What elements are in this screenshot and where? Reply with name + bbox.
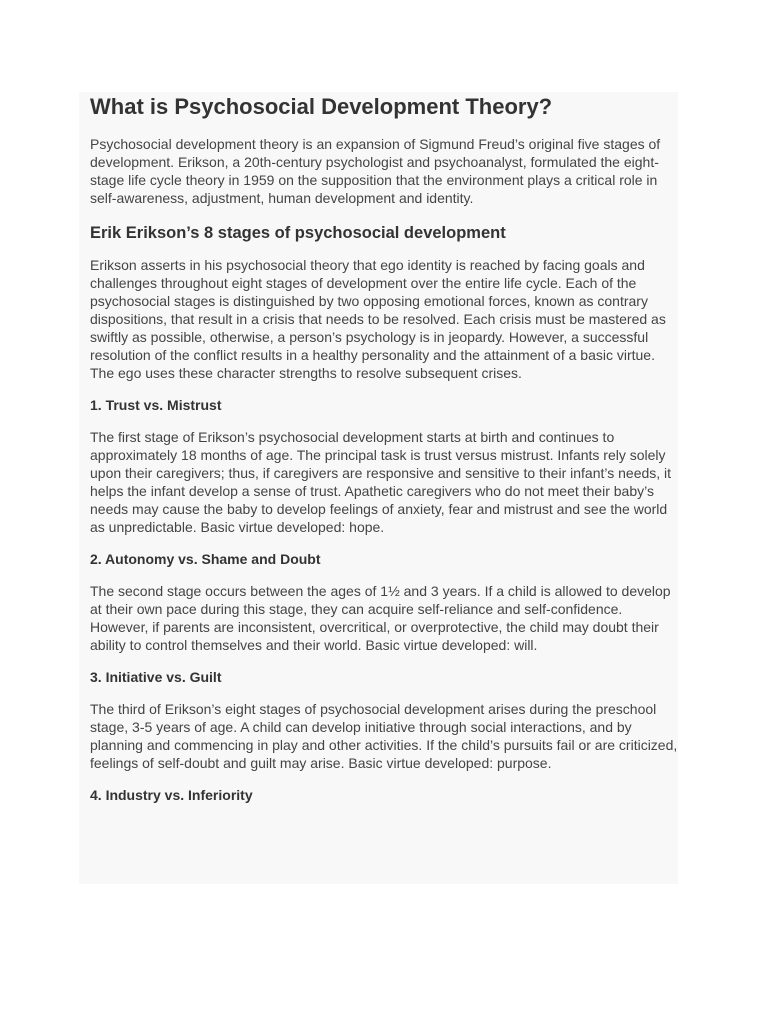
stage-1-title: 1. Trust vs. Mistrust <box>90 397 222 413</box>
article-content <box>90 93 680 818</box>
article-title: What is Psychosocial Development Theory? <box>90 94 553 119</box>
stage-1-text: The first stage of Erikson’s psychosocial development starts at birth and continues to approximately 18 months of age. The principal task is trust versus mistrust. Infants rely solely upon their caregivers; thus, if caregivers are responsive and sensitive to their infant’s needs, it helps the infant develop a sense of trust. Apathetic caregivers who do not meet their baby’s needs may cause the baby to develop feelings of anxiety, fear and mistrust and see the world as unpredictable. Basic virtue developed: hope. <box>90 429 672 535</box>
section-subheading: Erik Erikson’s 8 stages of psychosocial development <box>90 224 506 242</box>
overview-paragraph: Erikson asserts in his psychosocial theory that ego identity is reached by facing goals and challenges throughout eight stages of development over the entire life cycle. Each of the psychosocial stages is distinguished by two opposing emotional forces, known as contrary dispositions, that result in a crisis that needs to be resolved. Each crisis must be mastered as swiftly as possible, otherwise, a person’s psychology is in jeopardy. However, a successful resolution of the conflict results in a healthy personality and the attainment of a basic virtue. The ego uses these character strengths to resolve subsequent crises. <box>90 257 666 381</box>
stage-2-text: The second stage occurs between the ages of 1½ and 3 years. If a child is allowed to develop at their own pace during this stage, they can acquire self-reliance and self-confidence. However, if parents are inconsistent, overcritical, or overprotective, the child may doubt their ability to control themselves and their world. Basic virtue developed: will. <box>90 583 671 653</box>
stage-2-title: 2. Autonomy vs. Shame and Doubt <box>90 551 321 567</box>
stage-4-title: 4. Industry vs. Inferiority <box>90 787 253 803</box>
stage-3-title: 3. Initiative vs. Guilt <box>90 669 222 685</box>
intro-paragraph: Psychosocial development theory is an expansion of Sigmund Freud’s original five stages of development. Erikson, a 20th-century psychologist and psychoanalyst, formulated the eight-stage life cycle theory in 1959 on the supposition that the environment plays a critical role in self-awareness, adjustment, human development and identity. <box>90 136 661 206</box>
stage-3-text: The third of Erikson’s eight stages of psychosocial development arises during the preschool stage, 3-5 years of age. A child can develop initiative through social interactions, and by planning and commencing in play and other activities. If the child’s pursuits fail or are criticized, feelings of self-doubt and guilt may arise. Basic virtue developed: purpose. <box>90 701 678 771</box>
